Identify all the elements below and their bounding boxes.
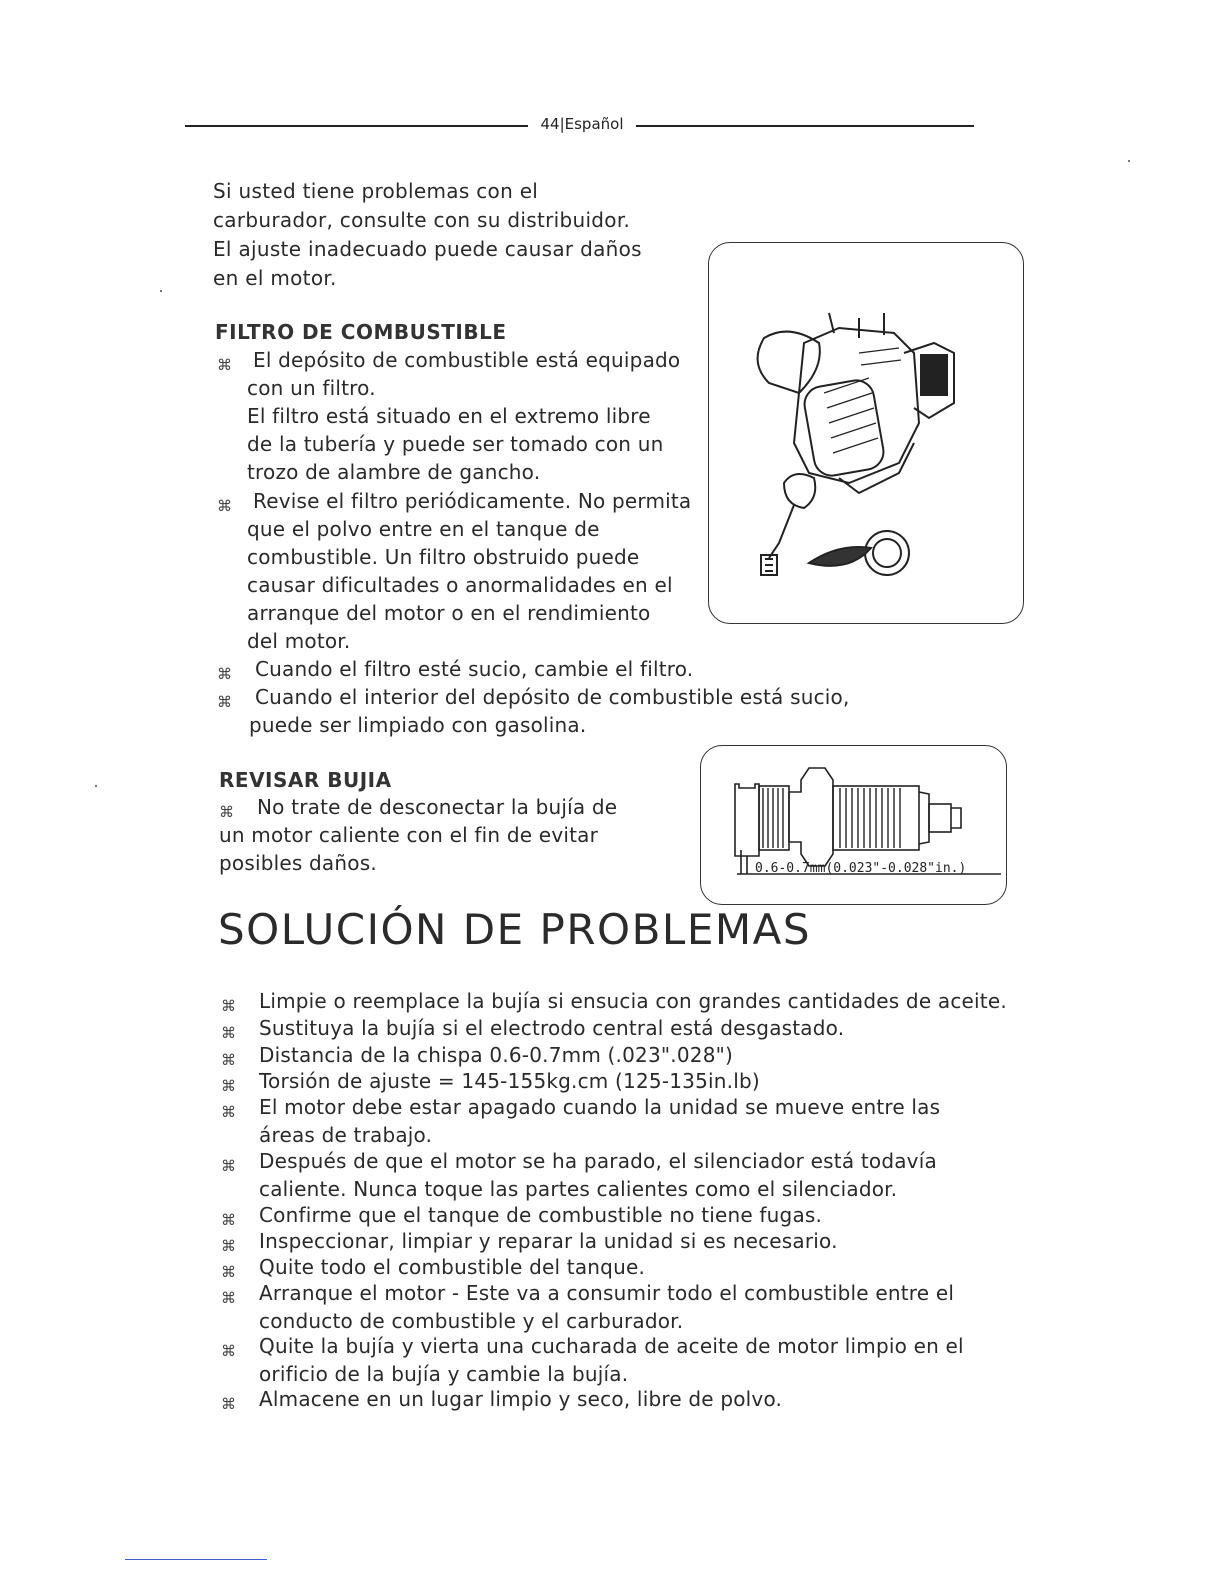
bullet-text: con un filtro. xyxy=(247,376,376,400)
bullet-text: arranque del motor o en el rendimiento xyxy=(247,601,651,625)
spark-plug-figure-frame xyxy=(700,745,1007,905)
fuel-filter-heading: FILTRO DE COMBUSTIBLE xyxy=(215,320,507,344)
bullet-icon: ⌘ xyxy=(221,1342,237,1360)
bullet-text: caliente. Nunca toque las partes calientes como el silenciador. xyxy=(259,1177,898,1201)
bullet-text: un motor caliente con el fin de evitar xyxy=(219,823,599,847)
intro-line: El ajuste inadecuado puede causar daños xyxy=(213,237,642,261)
bullet-icon: ⌘ xyxy=(221,1051,237,1069)
troubleshooting-item xyxy=(221,1093,1051,1149)
bullet-text: conducto de combustible y el carburador. xyxy=(259,1309,684,1333)
bullet-text: Inspeccionar, limpiar y reparar la unidad si es necesario. xyxy=(259,1229,838,1253)
bullet-icon: ⌘ xyxy=(217,497,233,515)
troubleshooting-item xyxy=(221,987,1051,1015)
bullet-icon: ⌘ xyxy=(221,1157,237,1175)
fuel-filter-item xyxy=(217,655,917,683)
header-rule-left xyxy=(185,125,530,127)
troubleshooting-item xyxy=(221,1014,1051,1042)
bullet-text: del motor. xyxy=(247,629,351,653)
spark-plug-illustration xyxy=(701,746,1006,904)
fuel-filter-item xyxy=(217,346,717,486)
bullet-icon: ⌘ xyxy=(221,1211,237,1229)
fuel-filter-item xyxy=(217,487,717,655)
troubleshooting-item xyxy=(221,1147,1051,1203)
bullet-text: áreas de trabajo. xyxy=(259,1123,433,1147)
bullet-text: combustible. Un filtro obstruido puede xyxy=(247,545,640,569)
bullet-text: causar dificultades o anormalidades en el xyxy=(247,573,673,597)
bullet-icon: ⌘ xyxy=(221,1237,237,1255)
bullet-text: Cuando el interior del depósito de combustible está sucio, xyxy=(255,685,850,709)
intro-line: Si usted tiene problemas con el xyxy=(213,179,539,203)
bullet-text: Después de que el motor se ha parado, el silenciador está todavía xyxy=(259,1149,937,1173)
bullet-text: El motor debe estar apagado cuando la unidad se mueve entre las xyxy=(259,1095,941,1119)
bullet-text: Cuando el filtro esté sucio, cambie el filtro. xyxy=(255,657,694,681)
bullet-icon: ⌘ xyxy=(221,1289,237,1307)
troubleshooting-title: SOLUCIÓN DE PROBLEMAS xyxy=(218,905,811,954)
troubleshooting-item xyxy=(221,1201,1051,1229)
bullet-text: Sustituya la bujía si el electrodo central está desgastado. xyxy=(259,1016,845,1040)
bullet-text: Torsión de ajuste = 145-155kg.cm (125-135in.lb) xyxy=(259,1069,760,1093)
header-rule-right xyxy=(634,125,974,127)
troubleshooting-item xyxy=(221,1279,1051,1335)
spark-plug-heading: REVISAR BUJIA xyxy=(219,768,392,792)
bullet-icon: ⌘ xyxy=(217,693,233,711)
bullet-text: de la tubería y puede ser tomado con un xyxy=(247,432,664,456)
troubleshooting-item xyxy=(221,1067,1051,1095)
intro-line: en el motor. xyxy=(213,266,337,290)
troubleshooting-item xyxy=(221,1041,1051,1069)
bullet-text: orificio de la bujía y cambie la bujía. xyxy=(259,1362,629,1386)
bullet-text: No trate de desconectar la bujía de xyxy=(257,795,618,819)
bullet-text: Revise el filtro periódicamente. No permita xyxy=(253,489,692,513)
bullet-text: posibles daños. xyxy=(219,851,377,875)
bullet-icon: ⌘ xyxy=(221,1263,237,1281)
bullet-text: Quite la bujía y vierta una cucharada de aceite de motor limpio en el xyxy=(259,1334,964,1358)
bullet-icon: ⌘ xyxy=(217,356,233,374)
spark-plug-item xyxy=(219,793,689,877)
bullet-icon: ⌘ xyxy=(221,997,237,1015)
bullet-text: trozo de alambre de gancho. xyxy=(247,460,541,484)
fuel-filter-item xyxy=(217,683,917,739)
page-bottom-rule xyxy=(125,1559,267,1560)
bullet-text: que el polvo entre en el tanque de xyxy=(247,517,600,541)
bullet-text: El filtro está situado en el extremo libre xyxy=(247,404,651,428)
bullet-text: puede ser limpiado con gasolina. xyxy=(249,713,587,737)
bullet-text: El depósito de combustible está equipado xyxy=(253,348,681,372)
intro-line: carburador, consulte con su distribuidor. xyxy=(213,208,631,232)
troubleshooting-item xyxy=(221,1253,1051,1281)
troubleshooting-item xyxy=(221,1385,1051,1413)
scan-speck xyxy=(160,290,162,292)
engine-fuel-filter-illustration xyxy=(709,243,1023,623)
bullet-icon: ⌘ xyxy=(221,1024,237,1042)
troubleshooting-item xyxy=(221,1227,1051,1255)
scan-speck xyxy=(95,785,97,787)
bullet-icon: ⌘ xyxy=(217,665,233,683)
scan-speck xyxy=(1128,160,1130,162)
bullet-text: Distancia de la chispa 0.6-0.7mm (.023".028") xyxy=(259,1043,734,1067)
bullet-icon: ⌘ xyxy=(219,803,235,821)
intro-paragraph xyxy=(213,177,642,293)
bullet-text: Arranque el motor - Este va a consumir todo el combustible entre el xyxy=(259,1281,955,1305)
spark-gap-label: 0.6-0.7mm(0.023"-0.028"in.) xyxy=(755,861,967,876)
fuel-tank-figure-frame xyxy=(708,242,1024,624)
bullet-text: Quite todo el combustible del tanque. xyxy=(259,1255,646,1279)
bullet-icon: ⌘ xyxy=(221,1395,237,1413)
page-header: 44|Español xyxy=(528,115,636,133)
bullet-icon: ⌘ xyxy=(221,1077,237,1095)
troubleshooting-item xyxy=(221,1332,1051,1388)
bullet-text: Limpie o reemplace la bujía si ensucia con grandes cantidades de aceite. xyxy=(259,989,1007,1013)
bullet-icon: ⌘ xyxy=(221,1103,237,1121)
bullet-text: Almacene en un lugar limpio y seco, libre de polvo. xyxy=(259,1387,783,1411)
bullet-text: Confirme que el tanque de combustible no tiene fugas. xyxy=(259,1203,823,1227)
